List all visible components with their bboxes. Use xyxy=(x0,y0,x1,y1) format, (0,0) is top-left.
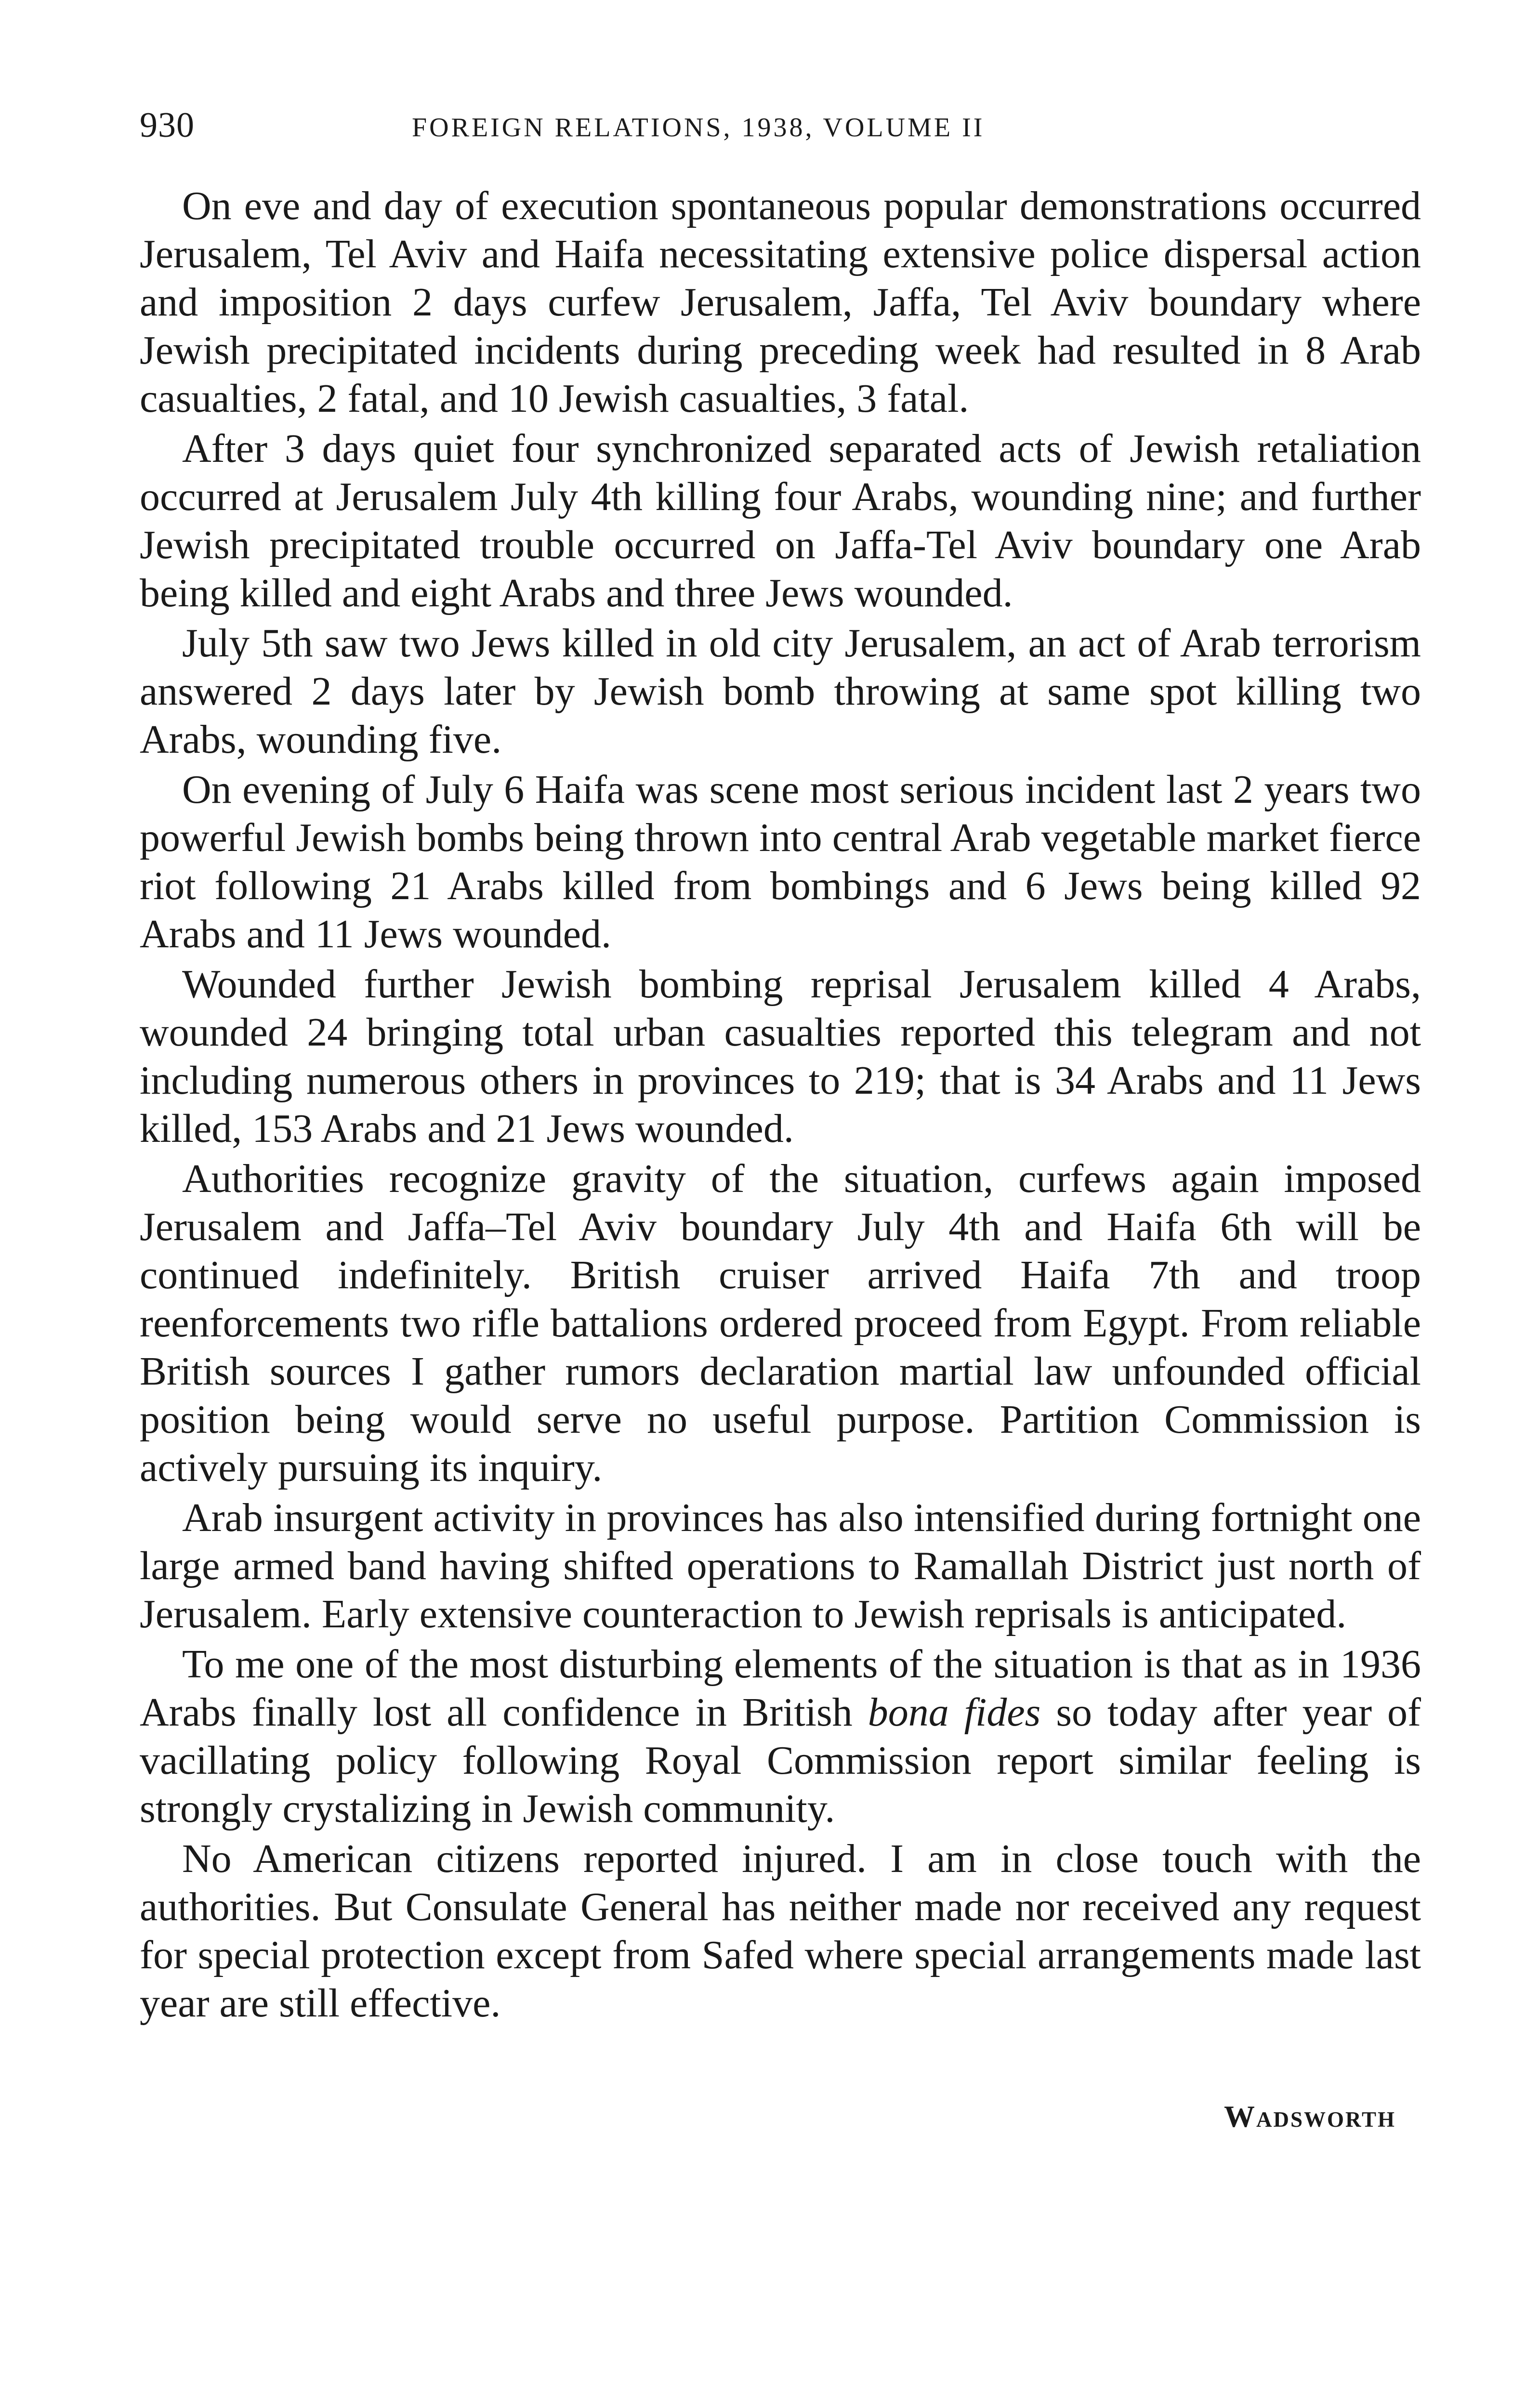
paragraph-arab-insurgent: Arab insurgent activity in provinces has also intensified during fortnight one large armed band having shifted operations to Ramallah District just north of Jerusalem. Early extensive counteraction to Jewish reprisals is anticipated. xyxy=(140,1495,1421,1636)
signature: Wadsworth xyxy=(1224,2099,1396,2133)
paragraph-disturbing-elements xyxy=(140,1640,1421,1833)
paragraph-american-citizens: No American citizens reported injured. I am in close touch with the authorities. But Consulate General has neither made nor received any request for special protection except from Safed where special arrangements made last year are still effective. xyxy=(140,1836,1421,2026)
paragraph-text: so today after year of vacillating policy following Royal Commission report similar feeling is strongly crystalizing in Jewish community. xyxy=(140,1690,1421,1831)
running-title: FOREIGN RELATIONS, 1938, VOLUME II xyxy=(412,113,985,143)
paragraph-casualty-totals: Wounded further Jewish bombing reprisal Jerusalem killed 4 Arabs, wounded 24 bringing total urban casualties reported this telegram and not including numerous others in provinces to 219; that is 34 Arabs and 11 Jews killed, 153 Arabs and 21 Jews wounded. xyxy=(140,962,1421,1151)
body-text xyxy=(140,182,1421,2028)
paragraph-july-fifth: July 5th saw two Jews killed in old city Jerusalem, an act of Arab terrorism answered 2 days later by Jewish bomb throwing at same spot killing two Arabs, wounding five. xyxy=(140,621,1421,762)
italic-phrase: bona fides xyxy=(868,1690,1041,1735)
paragraph-text: To me one of the most disturbing elements of the situation is that as in 1936 Arabs finally lost all confidence in British xyxy=(140,1642,1421,1735)
paragraph-execution-demonstrations: On eve and day of execution spontaneous popular demonstrations occurred Jerusalem, Tel Aviv and Haifa necessitating extensive police dispersal action and imposition 2 days curfew Jerusalem, Jaffa, Tel Aviv boundary where Jewish precipitated incidents during preceding week had resulted in 8 Arab casualties, 2 fatal, and 10 Jewish casualties, 3 fatal. xyxy=(140,183,1421,421)
paragraph-jewish-retaliation: After 3 days quiet four synchronized separated acts of Jewish retaliation occurred at Jerusalem July 4th killing four Arabs, wounding nine; and further Jewish precipitated trouble occurred on Jaffa-Tel Aviv boundary one Arab being killed and eight Arabs and three Jews wounded. xyxy=(140,426,1421,615)
paragraph-authorities: Authorities recognize gravity of the situation, curfews again imposed Jerusalem and Jaffa–Tel Aviv boundary July 4th and Haifa 6th will be continued indefinitely. British cruiser arrived Haifa 7th and troop reenforcements two rifle battalions ordered proceed from Egypt. From reliable British sources I gather rumors declaration martial law unfounded official position being would serve no useful purpose. Partition Commission is actively pursuing its inquiry. xyxy=(140,1156,1421,1490)
page-number: 930 xyxy=(140,105,195,145)
paragraph-haifa-incident: On evening of July 6 Haifa was scene most serious incident last 2 years two powerful Jewish bombs being thrown into central Arab vegetable market fierce riot following 21 Arabs killed from bombings and 6 Jews being killed 92 Arabs and 11 Jews wounded. xyxy=(140,767,1421,956)
page-header xyxy=(140,99,1421,152)
